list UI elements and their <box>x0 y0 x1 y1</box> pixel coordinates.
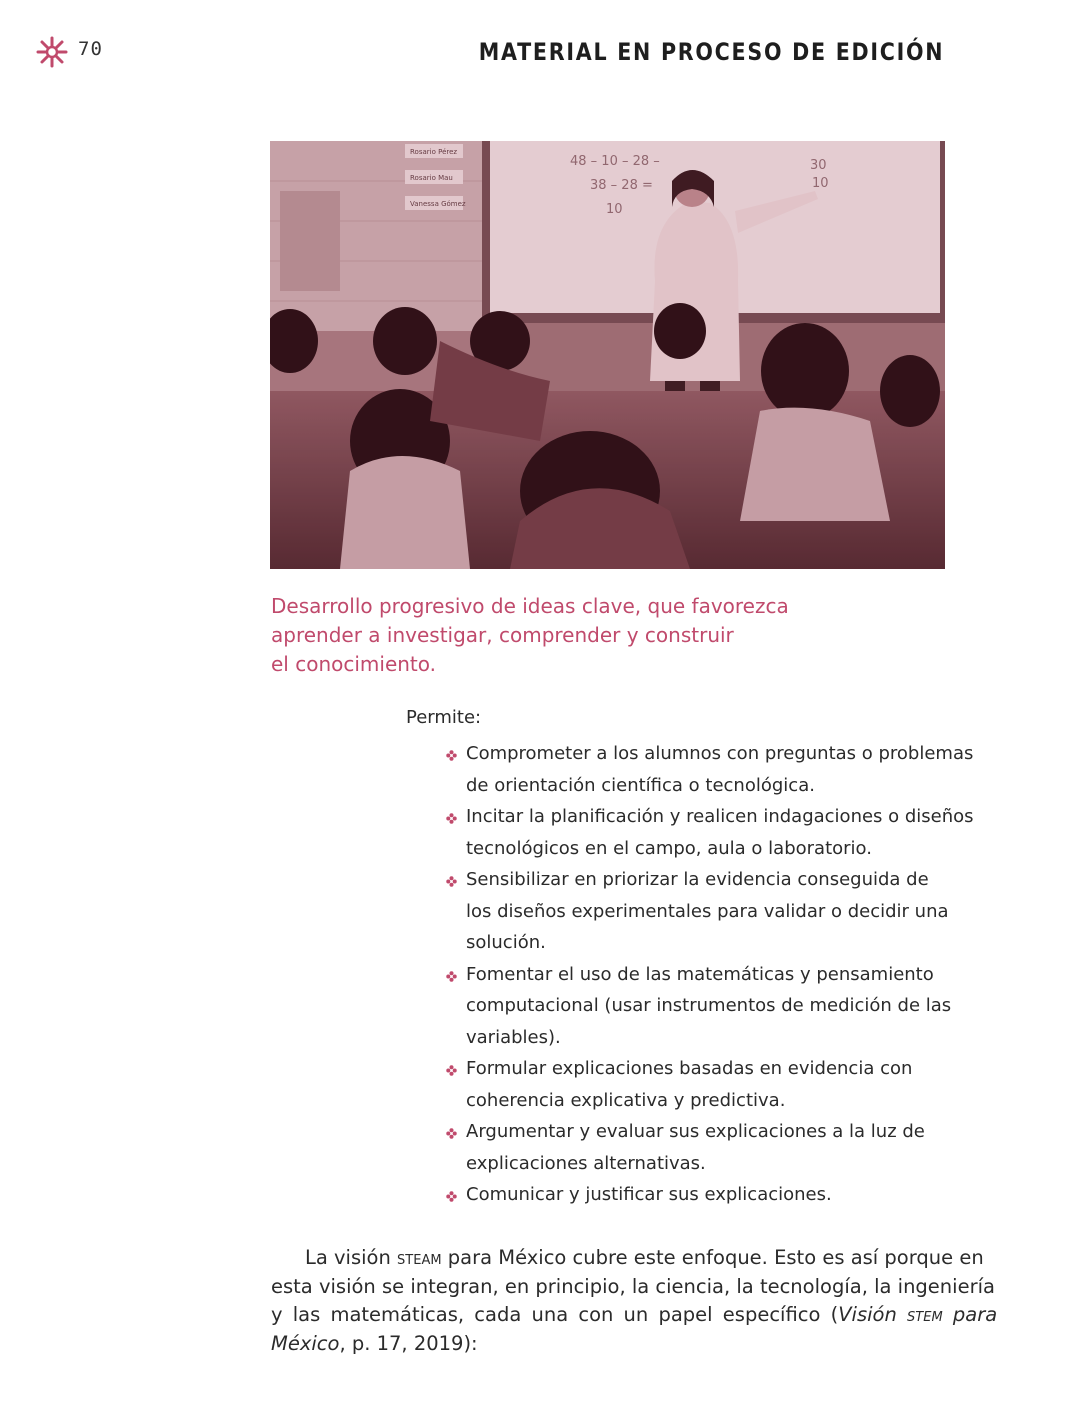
list-item-text: Sensibilizar en priorizar la evidencia conseguida de <box>466 869 929 890</box>
list-item-text: computacional (usar instrumentos de medición de las <box>466 995 952 1016</box>
list-intro: Permite: <box>406 707 482 728</box>
bullet-list <box>446 738 974 1211</box>
body-text-span: , p. 17, 2019): <box>339 1332 478 1355</box>
list-item <box>446 1116 966 1179</box>
body-text-span: y las matemáticas, cada una con un papel específico ( <box>271 1303 839 1326</box>
wall-label: Vanessa Gómez <box>410 200 466 208</box>
acronym-steam: steam <box>397 1248 442 1269</box>
list-item <box>446 864 966 959</box>
wall-label: Rosario Pérez <box>410 148 458 156</box>
list-item-text: explicaciones alternativas. <box>466 1152 706 1174</box>
photo-caption <box>271 592 811 679</box>
list-item-text: variables). <box>466 1026 561 1048</box>
list-item <box>446 1053 966 1116</box>
list-item-text: tecnológicos en el campo, aula o laboratorio. <box>466 837 872 859</box>
list-item-text: los diseños experimentales para validar o decidir una <box>466 900 949 922</box>
caption-line: aprender a investigar, comprender y construir <box>271 623 734 647</box>
flower-bullet-icon <box>446 1128 457 1139</box>
asterisk-logo-icon <box>36 36 68 68</box>
flower-bullet-icon <box>446 1065 457 1076</box>
list-item-text: Comunicar y justificar sus explicaciones. <box>466 1184 832 1205</box>
classroom-photo <box>270 141 945 569</box>
body-text-span: La visión <box>305 1246 398 1269</box>
list-item-text: Argumentar y evaluar sus explicaciones a la luz de <box>466 1121 925 1142</box>
list-item-text: Fomentar el uso de las matemáticas y pensamiento <box>466 963 934 985</box>
list-item-text: de orientación científica o tecnológica. <box>466 774 815 796</box>
caption-line: el conocimiento. <box>271 652 437 676</box>
list-item <box>446 801 974 864</box>
citation-title: para <box>942 1303 998 1326</box>
citation-title: México <box>271 1332 340 1355</box>
flower-bullet-icon <box>446 813 457 824</box>
list-item-text: Formular explicaciones basadas en evidencia con <box>466 1058 913 1079</box>
list-item <box>446 1179 966 1211</box>
body-line <box>271 1244 984 1273</box>
wall-label: Rosario Mau <box>410 174 453 182</box>
board-text: 30 <box>810 158 827 173</box>
list-item <box>446 959 966 1054</box>
body-text-span: para México cubre este enfoque. Esto es así porque en <box>441 1246 984 1269</box>
list-item-text: solución. <box>466 932 546 953</box>
list-item-text: coherencia explicativa y predictiva. <box>466 1089 786 1111</box>
body-line <box>271 1301 998 1330</box>
flower-bullet-icon <box>446 750 457 761</box>
flower-bullet-icon <box>446 1191 457 1202</box>
flower-bullet-icon <box>446 971 457 982</box>
body-line: esta visión se integran, en principio, la ciencia, la tecnología, la ingeniería <box>271 1275 995 1298</box>
acronym-stem: stem <box>907 1305 943 1326</box>
body-paragraph <box>271 1244 998 1358</box>
page-number: 70 <box>78 38 103 60</box>
list-item-text: Comprometer a los alumnos con preguntas o problemas <box>466 743 974 764</box>
board-text: 48 – 10 – 28 – <box>570 154 660 169</box>
flower-bullet-icon <box>446 876 457 887</box>
body-line <box>271 1330 946 1358</box>
list-item-text: Incitar la planificación y realicen indagaciones o diseños <box>466 806 974 827</box>
list-item <box>446 738 974 801</box>
citation-title: Visión <box>838 1303 908 1326</box>
board-text: 10 <box>812 176 829 191</box>
board-text: 38 – 28 = <box>590 178 653 193</box>
board-text: 10 <box>606 202 623 217</box>
caption-line: Desarrollo progresivo de ideas clave, que favorezca <box>271 594 789 618</box>
running-title: MATERIAL EN PROCESO DE EDICIÓN <box>478 38 944 66</box>
